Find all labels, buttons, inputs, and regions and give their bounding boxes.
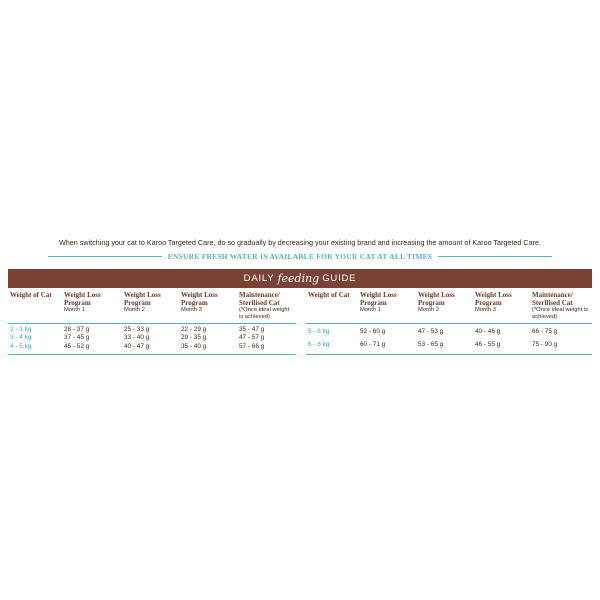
month-2-grams-cell: 25 - 33 g — [124, 325, 150, 333]
table-row — [8, 323, 296, 334]
column-weight-loss-month-2: Weight Loss Program Month 2 — [418, 291, 455, 314]
month-3-grams-cell: 46 - 55 g — [475, 340, 501, 348]
maintenance-grams-cell: 66 - 75 g — [532, 327, 558, 335]
month-1-grams-cell: 45 - 52 g — [64, 342, 90, 350]
table-row — [8, 343, 296, 354]
month-1-grams-cell: 52 - 60 g — [360, 327, 386, 335]
switching-instructions: When switching your cat to Karoo Targeted Care, do so gradually by decreasing your existing brand and increasing the amount of Karoo Targeted Care. — [59, 238, 541, 247]
column-maintenance: Maintenance/ Sterilised Cat (*Once ideal weight is achieved) — [532, 291, 589, 320]
banner-rule-right — [438, 256, 552, 257]
cat-weight-cell: 6 - 8 kg — [308, 340, 330, 348]
month-2-grams-cell: 33 - 40 g — [124, 334, 150, 342]
month-3-grams-cell: 29 - 35 g — [181, 334, 207, 342]
feeding-table-left — [8, 292, 296, 355]
column-weight-loss-month-3: Weight Loss Program Month 3 — [475, 291, 512, 314]
month-1-grams-cell: 37 - 45 g — [64, 334, 90, 342]
guide-title-daily: DAILY — [243, 273, 275, 284]
column-weight-of-cat: Weight of Cat — [308, 291, 350, 299]
maintenance-grams-cell: 57 - 66 g — [239, 342, 265, 350]
cat-weight-cell: 4 - 5 kg — [10, 342, 32, 350]
month-2-grams-cell: 53 - 65 g — [418, 340, 444, 348]
maintenance-grams-cell: 75 - 90 g — [532, 340, 558, 348]
feeding-tables — [8, 292, 592, 355]
fresh-water-banner — [48, 251, 552, 261]
column-weight-loss-month-1: Weight Loss Program Month 1 — [64, 291, 101, 314]
month-1-grams-cell: 28 - 37 g — [64, 325, 90, 333]
month-1-grams-cell: 60 - 71 g — [360, 340, 386, 348]
banner-rule-left — [48, 256, 162, 257]
daily-feeding-guide-header — [8, 269, 592, 288]
month-3-grams-cell: 35 - 40 g — [181, 342, 207, 350]
table-row — [306, 339, 592, 354]
table-header-row — [306, 292, 592, 323]
column-maintenance: Maintenance/ Sterilised Cat (*Once ideal weight is achieved) — [239, 291, 290, 320]
column-weight-loss-month-2: Weight Loss Program Month 2 — [124, 291, 161, 314]
guide-title-feeding: feeding — [277, 272, 320, 285]
guide-title-guide: GUIDE — [322, 273, 357, 284]
maintenance-grams-cell: 47 - 57 g — [239, 334, 265, 342]
month-3-grams-cell: 22 - 29 g — [181, 325, 207, 333]
fresh-water-notice: ENSURE FRESH WATER IS AVAILABLE FOR YOUR CAT AT ALL TIMES — [167, 251, 433, 261]
month-2-grams-cell: 40 - 47 g — [124, 342, 150, 350]
maintenance-grams-cell: 35 - 47 g — [239, 325, 265, 333]
cat-weight-cell: 3 - 4 kg — [10, 334, 32, 342]
cat-weight-cell: 2 - 3 kg — [10, 325, 32, 333]
column-weight-of-cat: Weight of Cat — [10, 291, 52, 299]
month-3-grams-cell: 40 - 46 g — [475, 327, 501, 335]
column-weight-loss-month-1: Weight Loss Program Month 1 — [360, 291, 397, 314]
cat-weight-cell: 5 - 6 kg — [308, 327, 330, 335]
month-2-grams-cell: 47 - 53 g — [418, 327, 444, 335]
column-weight-loss-month-3: Weight Loss Program Month 3 — [181, 291, 218, 314]
table-row — [306, 323, 592, 338]
table-header-row — [8, 292, 296, 323]
feeding-table-right — [306, 292, 592, 355]
table-row — [8, 334, 296, 343]
